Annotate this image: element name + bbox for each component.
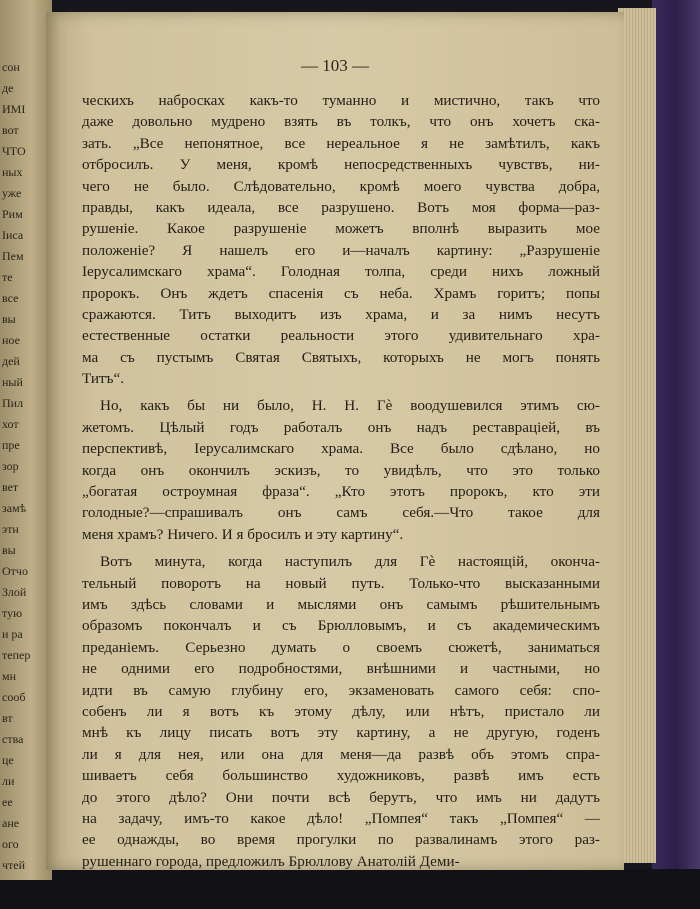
left-page-fragment: хот: [2, 417, 19, 431]
left-page-fragment: вы: [2, 543, 16, 557]
left-page-fragment: ных: [2, 165, 23, 179]
text-line: зать. „Все непонятное, все нереальное я не замѣтилъ, какъ: [82, 134, 600, 152]
text-line: ческихъ набросках какъ-то туманно и мистично, такъ что: [82, 92, 600, 109]
text-line: даже довольно мудрено взять въ толкъ, что онъ хочетъ ска-: [82, 113, 600, 131]
left-page-fragment: де: [2, 81, 14, 95]
left-page-fragment: ИМІ: [2, 102, 26, 116]
left-page-fragment: замѣ: [2, 501, 27, 515]
left-page-fragment: мн: [2, 669, 17, 683]
left-page-fragment: Злой: [2, 585, 27, 599]
text-line: жетомъ. Цѣлый годъ работалъ онъ надъ реставраціей, въ: [82, 418, 600, 436]
text-line: имъ здѣсь словами и мыслями онъ самымъ рѣшительнымъ: [82, 595, 600, 613]
text-line: тельный поворотъ на новый путь. Только-что высказанными: [82, 574, 600, 592]
text-line: Но, какъ бы ни было, Н. Н. Гѐ воодушевился этимъ сю-: [100, 397, 600, 415]
left-page-fragment: Пил: [2, 396, 24, 410]
left-page-fragment: все: [2, 291, 19, 305]
text-line: ма съ пустымъ Святая Святыхъ, которыхъ не могъ понять: [82, 348, 600, 366]
left-page-fragment: Пем: [2, 249, 24, 263]
text-line: пророкъ. Онъ ждетъ спасенія съ неба. Храмъ горитъ; попы: [82, 284, 600, 302]
text-line: сражаются. Титъ выходитъ изъ храма, и за нимъ несутъ: [82, 305, 600, 323]
text-line: идти въ самую глубину его, экзаменовать самого себя: спо-: [82, 681, 600, 699]
left-page-fragment: и ра: [2, 627, 23, 641]
left-page-fragment: сон: [2, 60, 20, 74]
left-page-fragment: те: [2, 270, 13, 284]
text-line: правды, какъ идеала, все разрушено. Вотъ моя форма—раз-: [82, 198, 600, 216]
left-page-fragment: ого: [2, 837, 19, 851]
text-line: Вотъ минута, когда наступилъ для Гѐ настоящій, оконча-: [100, 553, 600, 571]
text-line: голодные?—спрашивалъ онъ самъ себя.—Что такое для: [82, 504, 600, 522]
left-page-fragment: зор: [2, 459, 19, 473]
left-page-fragment: Рим: [2, 207, 23, 221]
text-line: ли я для нея, или она для меня—да развѣ объ этомъ спра-: [82, 745, 600, 763]
left-page-fragment: ный: [2, 375, 23, 389]
left-page-fragment: уже: [2, 186, 22, 200]
left-page-fragment: Отчо: [2, 564, 28, 578]
text-line: Іерусалимскаго храма“. Голодная толпа, среди нихъ ложный: [82, 263, 600, 281]
left-page-fragment: ства: [2, 732, 24, 746]
page-number: — 103 —: [301, 56, 369, 75]
text-line: не одними его подробностями, внѣшними и частными, но: [82, 660, 600, 678]
text-line: на задачу, имъ-то какое дѣло! „Помпея“ такъ „Помпея“ —: [82, 809, 600, 827]
left-page-fragment: ее: [2, 795, 13, 809]
text-line: ее однажды, во время прогулки по развалинамъ этого раз-: [82, 831, 600, 849]
left-page-fragment: Іиса: [2, 228, 24, 242]
purple-cloth-background: [652, 0, 700, 909]
left-page-fragment: этн: [2, 522, 19, 536]
left-page-fragment: вы: [2, 312, 16, 326]
text-line: собенъ ли я вотъ къ этому дѣлу, или нѣтъ, пристало ли: [82, 702, 600, 720]
left-page-fragment: ЧТО: [2, 144, 26, 158]
text-line: отбросилъ. У меня, кромѣ непосредственныхъ чувствъ, ни-: [82, 156, 600, 174]
left-page-fragment: тепер: [2, 648, 31, 662]
text-line: преданіемъ. Серьезно думать о своемъ сюжетѣ, заниматься: [82, 638, 600, 656]
text-line: когда онъ окончилъ эскизъ, то увидѣлъ, что это только: [82, 461, 600, 479]
text-line: чего не было. Слѣдовательно, кромѣ моего чувства добра,: [82, 177, 600, 195]
left-page-fragment: ане: [2, 816, 20, 830]
left-page-fragment: ли: [2, 774, 15, 788]
text-line: рушеннаго города, предложилъ Брюллову Анатолій Деми-: [82, 852, 460, 870]
dark-background-strip: [0, 869, 700, 909]
left-page-fragment: пре: [2, 438, 20, 452]
text-line: „богатая остроумная фраза“. „Кто этотъ пророкъ, кто эти: [82, 483, 600, 501]
left-page-fragment: вт: [2, 711, 13, 725]
left-page-fragment: чтей: [2, 858, 26, 872]
text-line: мнѣ къ лицу писать вотъ эту картину, а не другую, годенъ: [82, 724, 600, 742]
left-page-fragment: ное: [2, 333, 20, 347]
text-line: естественные остатки реальности этого удивительнаго хра-: [82, 327, 600, 345]
left-page-fragment: сооб: [2, 690, 26, 704]
left-page-fragment: це: [2, 753, 14, 767]
text-line: до этого дѣло? Они почти всѣ берутъ, что имъ ни дадутъ: [82, 788, 600, 806]
left-page-edge: [0, 0, 52, 880]
page-text-block: [82, 90, 600, 872]
text-line: меня храмъ? Ничего. И я бросилъ и эту картину“.: [82, 525, 404, 543]
book-page: [46, 12, 624, 870]
text-line: положеніе? Я нашелъ его и—началъ картину: „Разрушеніе: [82, 241, 600, 259]
text-line: рушеніе. Какое разрушеніе можетъ вполнѣ выразить мое: [82, 220, 600, 238]
text-line: образомъ покончалъ и съ Брюлловымъ, и съ академическимъ: [82, 617, 600, 635]
text-line: шиваетъ себя большинство художниковъ, развѣ имъ есть: [82, 767, 600, 785]
left-page-fragment: тую: [2, 606, 23, 620]
left-page-fragment: вот: [2, 123, 19, 137]
left-page-fragment: вет: [2, 480, 19, 494]
text-line: перспективѣ, Іерусалимскаго храма. Все было сдѣлано, но: [82, 440, 600, 458]
text-line: Титъ“.: [82, 370, 125, 388]
left-page-fragment: дей: [2, 354, 20, 368]
